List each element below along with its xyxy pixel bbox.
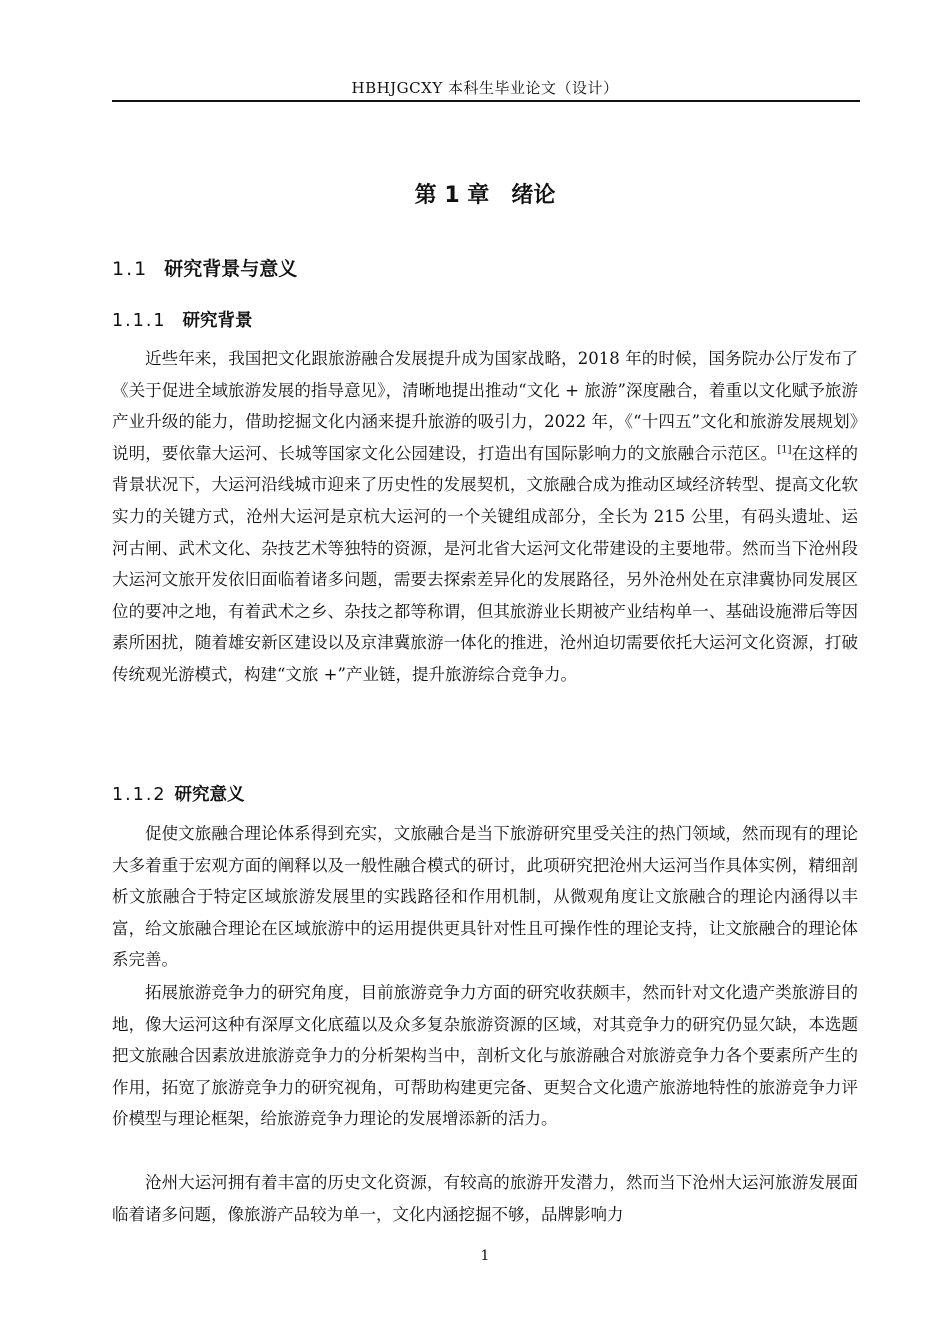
paragraph-significance-2: 拓展旅游竞争力的研究角度，目前旅游竞争力方面的研究收获颇丰，然而针对文化遗产类旅游目的地，像大运河这种有深厚文化底蕴以及众多复杂旅游资源的区域，对其竞争力的研究仍显欠缺，本选题把文旅融合因素放进旅游竞争力的分析架构当中，剖析文化与旅游融合对旅游竞争力各个要素所产生的作用，拓宽了旅游竞争力的研究视角，可帮助构建更完备、更契合文化遗产旅游地特性的旅游竞争力评价模型与理论框架，给旅游竞争力理论的发展增添新的活力。	[112, 983, 858, 1129]
chapter-number: 第 1 章	[414, 183, 490, 208]
running-header: HBHJGCXY 本科生毕业论文（设计）	[351, 79, 619, 97]
section-number: 1.1.2	[112, 785, 167, 805]
section-heading-1-1-1	[112, 307, 253, 332]
paragraph-significance-1: 促使文旅融合理论体系得到充实，文旅融合是当下旅游研究里受关注的热门领域，然而现有的理论大多着重于宏观方面的阐释以及一般性融合模式的研讨，此项研究把沧州大运河当作具体实例，精细剖析文旅融合于特定区域旅游发展里的实践路径和作用机制，从微观角度让文旅融合的理论内涵得以丰富，给文旅融合理论在区域旅游中的运用提供更具针对性且可操作性的理论支持，让文旅融合的理论体系完善。	[112, 824, 858, 970]
section-heading-1-1	[112, 254, 297, 281]
section-heading-1-1-2	[112, 781, 245, 806]
section-title: 研究意义	[174, 785, 245, 805]
section-title: 研究背景与意义	[164, 258, 298, 280]
header-divider	[112, 100, 860, 102]
paragraph-text: 在这样的背景状况下，大运河沿线城市迎来了历史性的发展契机，文旅融合成为推动区域经济转型、提高文化软实力的关键方式，沧州大运河是京杭大运河的一个关键组成部分，全长为 215 公里，有码头遗址、运河古闸、武术文化、杂技艺术等独特的资源，是河北省大运河文化带建设的主要地带。然而当下沧州段大运河文旅开发依旧面临着诸多问题，需要去探索差异化的发展路径，另外沧州处在京津冀协同发展区位的要冲之地，有着武术之乡、杂技之都等称谓，但其旅游业长期被产业结构单一、基础设施滞后等因素所困扰，随着雄安新区建设以及京津冀旅游一体化的推进，沧州迫切需要依托大运河文化资源，打破传统观光游模式，构建“文旅 +”产业链，提升旅游综合竞争力。	[112, 443, 859, 684]
section-number: 1.1	[112, 258, 149, 280]
chapter-title	[112, 178, 858, 209]
section-number: 1.1.1	[112, 311, 167, 331]
paragraph-background	[112, 343, 858, 691]
chapter-name: 绪论	[511, 183, 556, 208]
paragraph-text: 近些年来，我国把文化跟旅游融合发展提升成为国家战略，2018 年的时候，国务院办公厅发布了《关于促进全域旅游发展的指导意见》，清晰地提出推动“文化 + 旅游”深度融合，着重以文化赋予旅游产业升级的能力，借助挖掘文化内涵来提升旅游的吸引力，2022 年，《“十四五”文化和旅游发展规划》说明，要依靠大运河、长城等国家文化公园建设，打造出有国际影响力的文旅融合示范区。	[112, 349, 858, 463]
citation-marker[interactable]: [1]	[777, 444, 792, 456]
section-title: 研究背景	[182, 311, 253, 331]
paragraph-significance-3: 沧州大运河拥有着丰富的历史文化资源，有较高的旅游开发潜力，然而当下沧州大运河旅游发展面临着诸多问题，像旅游产品较为单一，文化内涵挖掘不够，品牌影响力	[112, 1173, 858, 1224]
page-number: 1	[480, 1248, 490, 1264]
